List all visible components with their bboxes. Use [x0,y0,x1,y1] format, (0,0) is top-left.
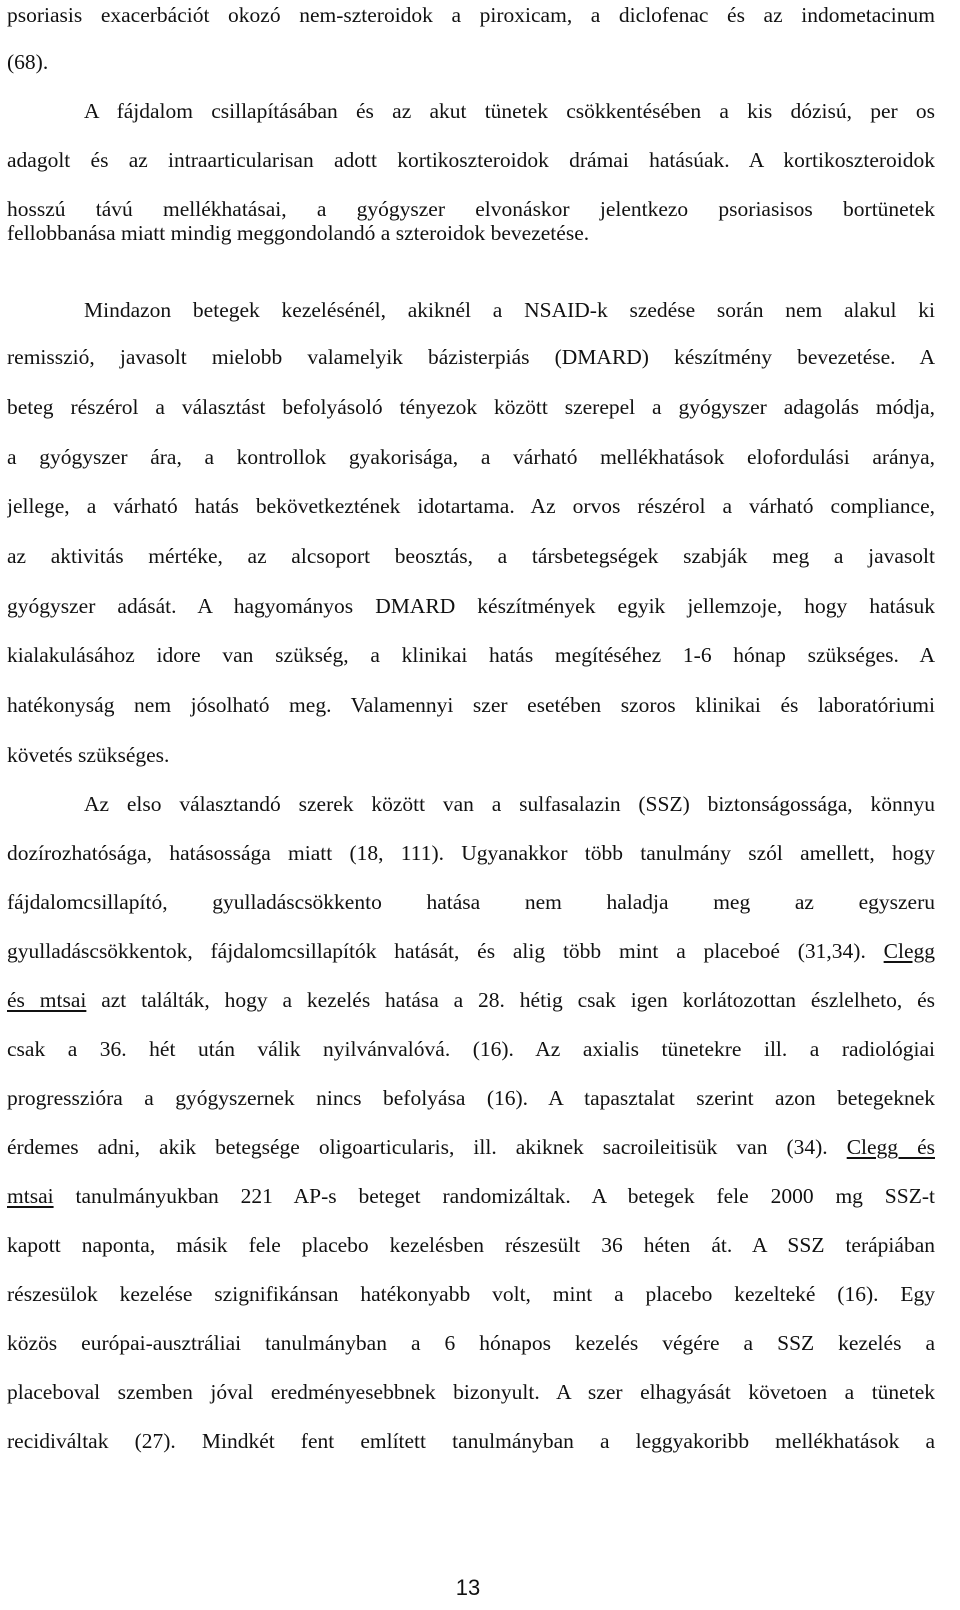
text-run: dozírozhatósága, hatásossága miatt (18, 111). Ugyanakkor több tanulmány szól amellett, hogy [7,841,935,865]
text-run: hosszú távú mellékhatásai, a gyógyszer elvonáskor jelentkezo psoriasisos bortünetek [7,197,935,221]
text-line [7,442,935,472]
text-run: (68). [7,50,49,74]
text-line [7,936,935,966]
text-line [7,591,935,621]
paragraph-first-line [7,789,935,819]
text-line [7,838,935,868]
text-line [7,1132,935,1162]
text-line [7,1083,935,1113]
text-line [7,640,935,670]
text-run: csak a 36. hét után válik nyilvánvalóvá. (16). Az axialis tünetekre ill. a radiológiai [7,1037,935,1061]
text-line [7,1328,935,1358]
text-line [7,1034,935,1064]
text-run: beteg részérol a választást befolyásoló tényezok között szerepel a gyógyszer adagolás módja, [7,395,935,419]
citation-link[interactable]: és mtsai [7,988,87,1012]
text-run: recidiváltak (27). Mindkét fent említett tanulmányban a leggyakoribb mellékhatások a [7,1429,935,1453]
text-run: remisszió, javasolt mielobb valamelyik bázisterpiás (DMARD) készítmény bevezetése. A [7,345,935,369]
text-line [7,491,935,521]
text-run: követés szükséges. [7,743,170,767]
text-line [7,0,935,30]
text-run: fellobbanása miatt mindig meggondolandó a szteroidok bevezetése. [7,221,590,245]
text-run: a gyógyszer ára, a kontrollok gyakorisága, a várható mellékhatások elofordulási aránya, [7,445,935,469]
citation-link[interactable]: mtsai [7,1184,54,1208]
text-line [7,1279,935,1309]
text-line [7,342,935,372]
text-run: Az elso választandó szerek között van a sulfasalazin (SSZ) biztonságossága, könnyu [84,792,935,816]
citation-link[interactable]: Clegg és [846,1135,935,1159]
text-run: érdemes adni, akik betegsége oligoarticularis, ill. akiknek sacroileitisük van (34). [7,1135,847,1159]
text-run: azt találták, hogy a kezelés hatása a 28. hétig csak igen korlátozottan észlelheto, és [86,988,935,1012]
text-run: progresszióra a gyógyszernek nincs befolyása (16). A tapasztalat szerint azon betegeknek [7,1086,935,1110]
text-line [7,740,935,770]
text-run: kapott naponta, másik fele placebo kezelésben részesült 36 héten át. A SSZ terápiában [7,1233,935,1257]
text-run: kialakulásához idore van szükség, a klinikai hatás megítéséhez 1-6 hónap szükséges. A [7,643,935,667]
text-run: tanulmányukban 221 AP-s beteget randomizáltak. A betegek fele 2000 mg SSZ-t [53,1184,935,1208]
text-run: részesülok kezelése szignifikánsan hatékonyabb volt, mint a placebo kezelteké (16). Egy [7,1282,935,1306]
text-line [7,541,935,571]
text-run: gyógyszer adását. A hagyományos DMARD készítmények egyik jellemzoje, hogy hatásuk [7,594,935,618]
citation-link[interactable]: Clegg [883,939,935,963]
text-run: placeboval szemben jóval eredményesebbnek bizonyult. A szer elhagyását követoen a tünetek [7,1380,935,1404]
text-line [7,392,935,422]
text-run: fájdalomcsillapító, gyulladáscsökkento hatása nem haladja meg az egyszeru [7,890,935,914]
text-run: gyulladáscsökkentok, fájdalomcsillapítók hatását, és alig több mint a placeboé (31,34). [7,939,884,963]
text-run: az aktivitás mértéke, az alcsoport beosztás, a társbetegségek szabják meg a javasolt [7,544,935,568]
text-run: A fájdalom csillapításában és az akut tünetek csökkentésében a kis dózisú, per os [84,99,935,123]
text-run: Mindazon betegek kezelésénél, akiknél a NSAID-k szedése során nem alakul ki [84,298,935,322]
text-run: hatékonyság nem jósolható meg. Valamennyi szer esetében szoros klinikai és laboratóriumi [7,693,935,717]
text-line [7,1377,935,1407]
text-run: adagolt és az intraarticularisan adott kortikoszteroidok drámai hatásúak. A kortikoszteroidok [7,148,935,172]
text-line [7,985,935,1015]
text-line [7,690,935,720]
text-run: jellege, a várható hatás bekövetkeztének idotartama. Az orvos részérol a várható compliance, [7,494,935,518]
text-line [7,887,935,917]
text-run: közös európai-ausztráliai tanulmányban a 6 hónapos kezelés végére a SSZ kezelés a [7,1331,935,1355]
page-number: 13 [455,1575,481,1600]
text-line [7,1181,935,1211]
text-line [7,1426,935,1456]
text-line [7,47,935,77]
paragraph-first-line [7,96,935,126]
text-line [7,1230,935,1260]
text-line [7,145,935,175]
text-line [7,218,935,248]
paragraph-first-line [7,295,935,325]
text-run: psoriasis exacerbációt okozó nem-szteroidok a piroxicam, a diclofenac és az indometacinum [7,3,935,27]
